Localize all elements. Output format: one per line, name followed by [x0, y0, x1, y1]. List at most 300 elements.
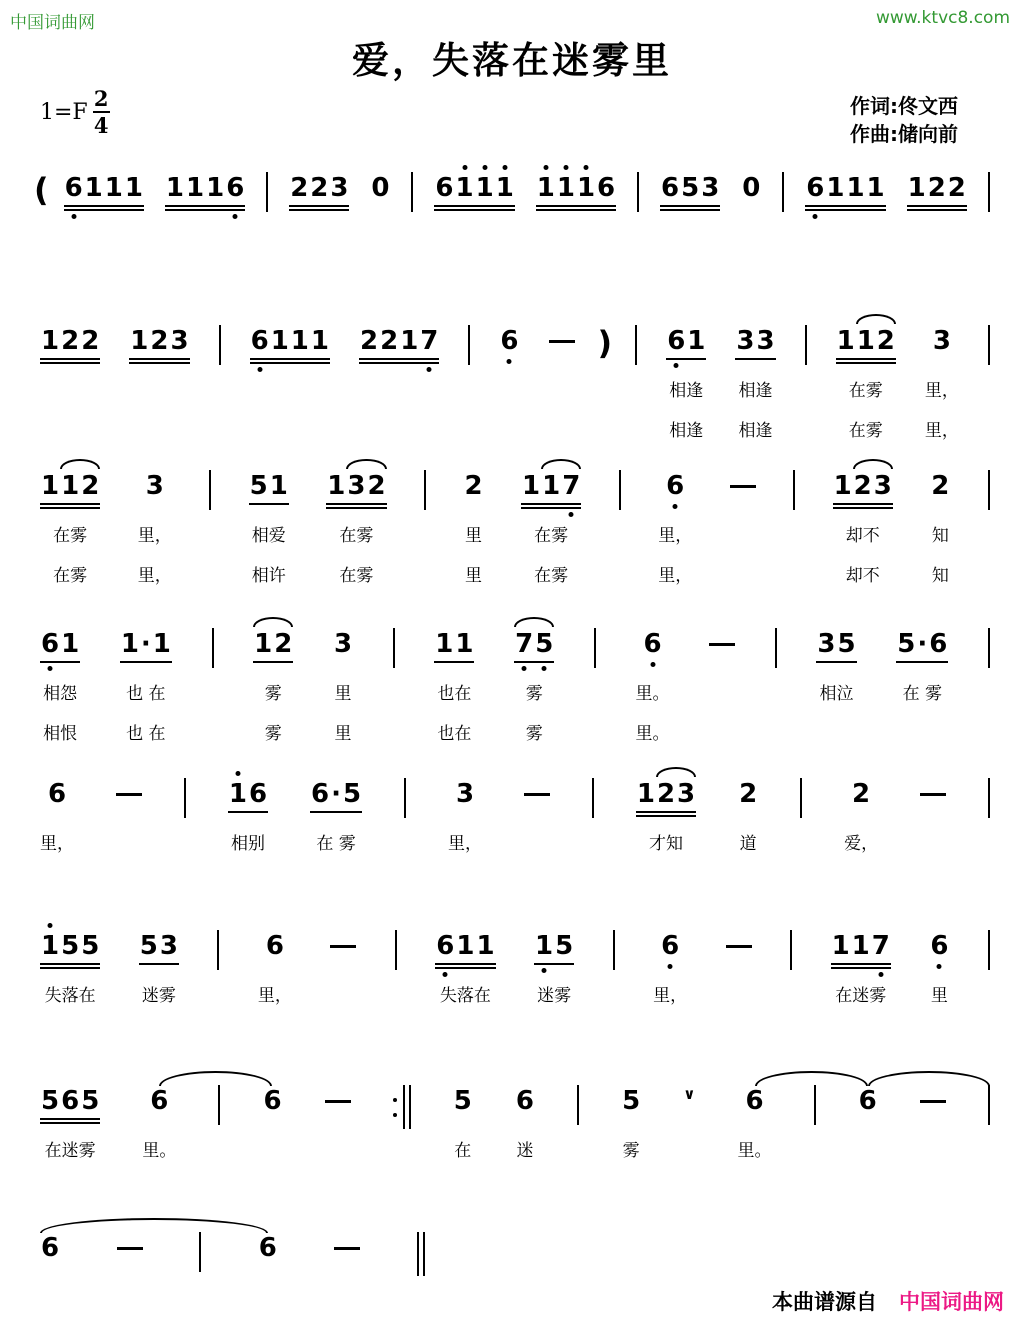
slur-arc [541, 459, 581, 469]
arc-space [334, 1218, 360, 1232]
beam-line [805, 209, 885, 211]
note-group [40, 456, 100, 588]
note-digit: 6 [258, 1233, 277, 1263]
barline [805, 311, 807, 443]
beam-line [326, 503, 386, 505]
note-digit: 5 [81, 931, 100, 961]
beam-line [907, 209, 967, 211]
note-digit: 1 [826, 173, 845, 203]
arc-space [636, 764, 696, 778]
note-group [138, 456, 172, 588]
note-digits [289, 172, 349, 204]
dash-mark [524, 793, 550, 796]
beam-lines [249, 503, 289, 511]
note-group [735, 311, 775, 443]
beam-lines [145, 503, 165, 511]
note-digits [265, 930, 285, 962]
barline-mark [988, 1085, 990, 1125]
lyric-line1: 里， [137, 526, 172, 546]
arc-space [184, 764, 186, 778]
arc-space [395, 916, 397, 930]
barline-mark [212, 628, 214, 668]
lyric-line1: 在迷雾 [44, 1141, 96, 1161]
barline-mark [218, 1085, 220, 1125]
note-group [139, 916, 179, 1008]
meter-denominator: 4 [93, 113, 109, 138]
tie-arc [40, 1218, 268, 1233]
arc-space [139, 916, 179, 930]
note-digit: 3 [170, 326, 189, 356]
beam-line [228, 811, 268, 813]
barline [637, 158, 639, 212]
arc-space [613, 916, 615, 930]
arc-space [907, 158, 967, 172]
music-system-8 [40, 1218, 425, 1272]
beam-lines [262, 1118, 282, 1126]
barline-mark [988, 930, 990, 970]
note-digit: 1 [534, 930, 554, 962]
beam-line [253, 661, 293, 663]
note-digit: 1 [124, 173, 143, 203]
music-system-3 [40, 456, 990, 588]
beam-lines [40, 503, 100, 511]
note-digit: 5 [41, 1086, 60, 1116]
note-digits [521, 470, 581, 502]
note-digits [636, 778, 696, 810]
arc-space [393, 614, 395, 628]
beam-line [434, 205, 514, 207]
lyric-line2: 相逢 [669, 421, 704, 441]
note-digits [896, 628, 948, 660]
note-digit: 1 [475, 172, 495, 204]
barline [209, 456, 211, 588]
note-digit: 6 [515, 1086, 534, 1116]
note-digits [249, 470, 289, 502]
beam-line [289, 209, 349, 211]
note-digit: 1 [836, 326, 855, 356]
note-digits [40, 628, 80, 660]
note-digit: 2 [150, 326, 169, 356]
breath-mark [683, 1071, 695, 1163]
note-digit: 3 [701, 173, 720, 203]
beam-line [250, 362, 330, 364]
lyric-line2: 也 在 [126, 724, 166, 744]
repeat-end-icon [393, 1085, 411, 1129]
note-group [831, 916, 891, 1008]
dash-mark [730, 485, 756, 488]
arc-space [658, 456, 692, 470]
note-digit: 2 [290, 173, 309, 203]
beam-line [831, 963, 891, 965]
lyric-line1: 道 [739, 834, 757, 854]
barline [184, 764, 186, 856]
note-digit: 1 [400, 326, 419, 356]
arc-space [709, 614, 735, 628]
arc-space [805, 311, 807, 325]
beam-lines [536, 205, 616, 213]
octave-dot-above [583, 165, 588, 170]
lyric-line2: 雾 [525, 724, 543, 744]
dash-note [330, 916, 356, 1008]
barline [775, 614, 777, 746]
lyric-line2: 里 [465, 566, 483, 586]
beam-line [636, 815, 696, 817]
beam-line [435, 963, 495, 965]
beam-lines [932, 358, 952, 366]
arc-space [637, 158, 639, 172]
beam-line [129, 362, 189, 364]
note-digit: 7 [871, 930, 891, 962]
beam-lines [621, 1118, 641, 1126]
note-group [499, 311, 519, 443]
footer [772, 1286, 1004, 1316]
lyric-line1: 里， [257, 986, 292, 1006]
arc-space [34, 158, 49, 172]
beam-lines [738, 811, 758, 819]
beam-line [40, 1122, 100, 1124]
dash-mark [325, 1100, 351, 1103]
note-digits [660, 930, 680, 962]
beam-line [64, 205, 144, 207]
note-digit: 1 [41, 471, 60, 501]
note-digits [253, 628, 293, 660]
beam-line [139, 963, 179, 965]
note-digit: 2 [852, 779, 871, 809]
octave-dot-below [569, 512, 574, 517]
note-digit: 2 [310, 173, 329, 203]
footer-prefix: 本曲谱源自 [772, 1290, 877, 1314]
beam-line [250, 358, 330, 360]
note-digits [666, 325, 706, 357]
note-digit: 7 [514, 628, 534, 660]
arc-space [844, 764, 878, 778]
arc-space [333, 614, 353, 628]
note-group [896, 614, 948, 746]
arc-space [228, 764, 268, 778]
note-digit: 1 [542, 471, 561, 501]
slur-arc [346, 459, 386, 469]
beam-line [326, 507, 386, 509]
arc-space [598, 311, 613, 325]
arc-space [988, 916, 990, 930]
arc-space [40, 456, 100, 470]
note-group [636, 764, 696, 856]
note-group [738, 764, 758, 856]
arc-space [435, 916, 495, 930]
octave-dot-below [878, 972, 883, 977]
beam-line [289, 205, 349, 207]
beam-line [40, 661, 80, 663]
beam-lines [434, 661, 474, 669]
arc-space [793, 456, 795, 470]
note-group [660, 158, 720, 212]
arc-space [64, 158, 144, 172]
note-digits [805, 172, 885, 204]
lyric-line1: 爱， [844, 834, 879, 854]
lyric-line1: 在雾 [53, 526, 88, 546]
barline [594, 614, 596, 746]
note-group [515, 1071, 535, 1163]
note-digit: 1 [40, 930, 60, 962]
arc-space [636, 614, 670, 628]
repeat-end-bar [393, 1071, 411, 1163]
music-system-2 [40, 311, 990, 443]
meter-numerator: 2 [93, 86, 109, 111]
note-group [666, 311, 706, 443]
slur-arc [853, 459, 893, 469]
dash-mark [549, 340, 575, 343]
arc-space [666, 311, 706, 325]
beam-lines [129, 358, 189, 366]
arc-space [249, 456, 289, 470]
note-digits [434, 172, 514, 204]
arc-space [120, 614, 172, 628]
beam-line [660, 205, 720, 207]
beam-lines [831, 963, 891, 971]
octave-dot-below [668, 964, 673, 969]
arc-space [988, 614, 990, 628]
breath-mark-icon: ∨ [683, 1085, 696, 1103]
note-digits [660, 172, 720, 204]
arc-space [836, 311, 896, 325]
arc-space [499, 311, 519, 325]
dash-mark [709, 643, 735, 646]
beam-line [249, 503, 289, 505]
note-group [907, 158, 967, 212]
octave-dot-above [235, 771, 240, 776]
note-group [653, 916, 687, 1008]
note-digits [929, 930, 949, 962]
note-digit: 2 [931, 471, 950, 501]
note-group [326, 456, 386, 588]
barline [212, 614, 214, 746]
beam-lines [40, 963, 100, 971]
note-group [434, 158, 514, 212]
note-group [805, 158, 885, 212]
barline [266, 158, 268, 212]
beam-line [666, 358, 706, 360]
lyric-line1: 在 雾 [902, 684, 942, 704]
beam-lines [370, 205, 390, 213]
note-digit: 1 [556, 172, 576, 204]
arc-space [468, 311, 470, 325]
note-digit: 2 [739, 779, 758, 809]
note-digit: 6 [665, 470, 685, 502]
beam-lines [326, 503, 386, 511]
arc-space [209, 456, 211, 470]
arc-space [735, 311, 775, 325]
barline-mark [790, 930, 792, 970]
note-digit: 1 [120, 629, 139, 659]
arc-space [930, 456, 950, 470]
note-digit: 3 [932, 326, 951, 356]
note-digit: 6 [745, 1086, 764, 1116]
note-digit: 2 [876, 326, 895, 356]
beam-lines [636, 811, 696, 819]
lyric-line1: 里。 [635, 684, 670, 704]
lyric-line1: 相逢 [669, 381, 704, 401]
dash-mark [330, 945, 356, 948]
lyric-line1: 在雾 [339, 526, 374, 546]
lyric-line2: 相许 [251, 566, 286, 586]
beam-line [660, 209, 720, 211]
beam-lines [907, 205, 967, 213]
beam-lines [816, 661, 856, 669]
note-digits [851, 778, 871, 810]
barline-mark [613, 930, 615, 970]
note-digit: 7 [561, 470, 581, 502]
dash-note [920, 764, 946, 856]
lyric-line2: 里。 [635, 724, 670, 744]
note-digits [370, 172, 390, 204]
lyric-line1: 在迷雾 [835, 986, 887, 1006]
arc-space [988, 311, 990, 325]
note-digit: 1 [907, 173, 926, 203]
barline-mark [988, 778, 990, 818]
arc-space [212, 614, 214, 628]
lyric-line1: 在雾 [848, 381, 883, 401]
arc-space [896, 614, 948, 628]
arc-space [40, 311, 100, 325]
beam-line [907, 205, 967, 207]
beam-line [536, 205, 616, 207]
beam-lines [836, 358, 896, 366]
arc-space [40, 764, 74, 778]
note-group [741, 158, 761, 212]
repeat-dot [393, 1098, 397, 1102]
repeat-dot [393, 1113, 397, 1117]
lyric-line1: 在 [454, 1141, 472, 1161]
octave-dot-below [427, 367, 432, 372]
parenthesis-mark [34, 158, 49, 212]
octave-dot-above [482, 165, 487, 170]
note-digits [514, 628, 554, 660]
note-digits [455, 778, 475, 810]
note-digits [735, 325, 775, 357]
note-group [289, 158, 349, 212]
lyric-line2: 相恨 [43, 724, 78, 744]
note-group [534, 916, 574, 1008]
arc-space [515, 1071, 535, 1085]
octave-dot-below [48, 666, 53, 671]
note-digit: 1 [269, 471, 288, 501]
lyric-line1: 在雾 [534, 526, 569, 546]
note-digit: 3 [330, 173, 349, 203]
arc-space [831, 916, 891, 930]
site-link-left[interactable]: 中国词曲网 [10, 13, 95, 33]
note-group [40, 764, 74, 856]
note-digit: 6 [265, 931, 284, 961]
lyric-line1: 在 雾 [316, 834, 356, 854]
arc-space [116, 764, 142, 778]
dash-note [549, 311, 575, 443]
dash-note [730, 456, 756, 588]
beam-line [836, 362, 896, 364]
barline-mark [793, 470, 795, 510]
dash-note [325, 1071, 351, 1163]
arc-space [790, 916, 792, 930]
note-digit: 1 [228, 778, 248, 810]
note-group [636, 614, 670, 746]
parenthesis-glyph: ( [34, 171, 49, 209]
arc-space [577, 1071, 579, 1085]
footer-site-link[interactable]: 中国词曲网 [899, 1290, 1004, 1314]
arc-space [40, 1071, 100, 1085]
barline-mark [577, 1085, 579, 1125]
arc-space [524, 764, 550, 778]
arc-space [534, 916, 574, 930]
note-group [844, 764, 878, 856]
note-digit: 5 [622, 1086, 641, 1116]
note-digit: 7 [419, 325, 439, 357]
beam-line [536, 209, 616, 211]
lyric-line1: 也 在 [126, 684, 166, 704]
barline [988, 764, 990, 856]
lyric-line1: 里， [924, 381, 959, 401]
note-digits [40, 1232, 60, 1264]
final-bar-line [423, 1232, 425, 1276]
beam-lines [666, 358, 706, 366]
beam-line [40, 1118, 100, 1120]
arc-space [549, 311, 575, 325]
note-digit: 6 [248, 779, 268, 809]
lyric-line1: 失落在 [44, 986, 96, 1006]
note-digit: 3 [159, 931, 178, 961]
note-digit: 1 [61, 471, 80, 501]
beam-line [40, 967, 100, 969]
beam-lines [64, 205, 144, 213]
note-digit: 1 [846, 173, 865, 203]
lyric-line1: 里 [465, 526, 483, 546]
beam-line [636, 811, 696, 813]
arc-space [138, 456, 172, 470]
beam-line [40, 358, 100, 360]
lyric-line2: 雾 [264, 724, 282, 744]
note-digits [536, 172, 616, 204]
note-digit: 5 [61, 931, 80, 961]
beam-line [435, 967, 495, 969]
beam-lines [310, 811, 362, 819]
beam-lines [463, 503, 483, 511]
dash-note [524, 764, 550, 856]
note-group [453, 1071, 473, 1163]
lyric-line2: 里 [334, 724, 352, 744]
beam-lines [435, 963, 495, 971]
note-digit: 3 [333, 629, 353, 659]
lyric-line2: 相逢 [738, 421, 773, 441]
barline-mark [805, 325, 807, 365]
site-link-right[interactable]: www.ktvc8.com [876, 8, 1010, 28]
note-digit: 1 [495, 172, 515, 204]
note-digits [453, 1085, 473, 1117]
octave-dot-below [522, 666, 527, 671]
note-digit: 2 [360, 326, 379, 356]
beam-lines [858, 1118, 878, 1126]
beam-line [359, 362, 439, 364]
note-digit: 3 [347, 471, 366, 501]
barline-mark [219, 325, 221, 365]
note-group [165, 158, 245, 212]
note-group [929, 916, 949, 1008]
arc-space [359, 311, 439, 325]
note-digits [139, 930, 179, 962]
final-bar-icon [417, 1232, 425, 1276]
note-digit: 2 [61, 326, 80, 356]
barline [424, 456, 426, 588]
beam-line [165, 205, 245, 207]
note-group [359, 311, 439, 443]
barline-mark [393, 628, 395, 668]
